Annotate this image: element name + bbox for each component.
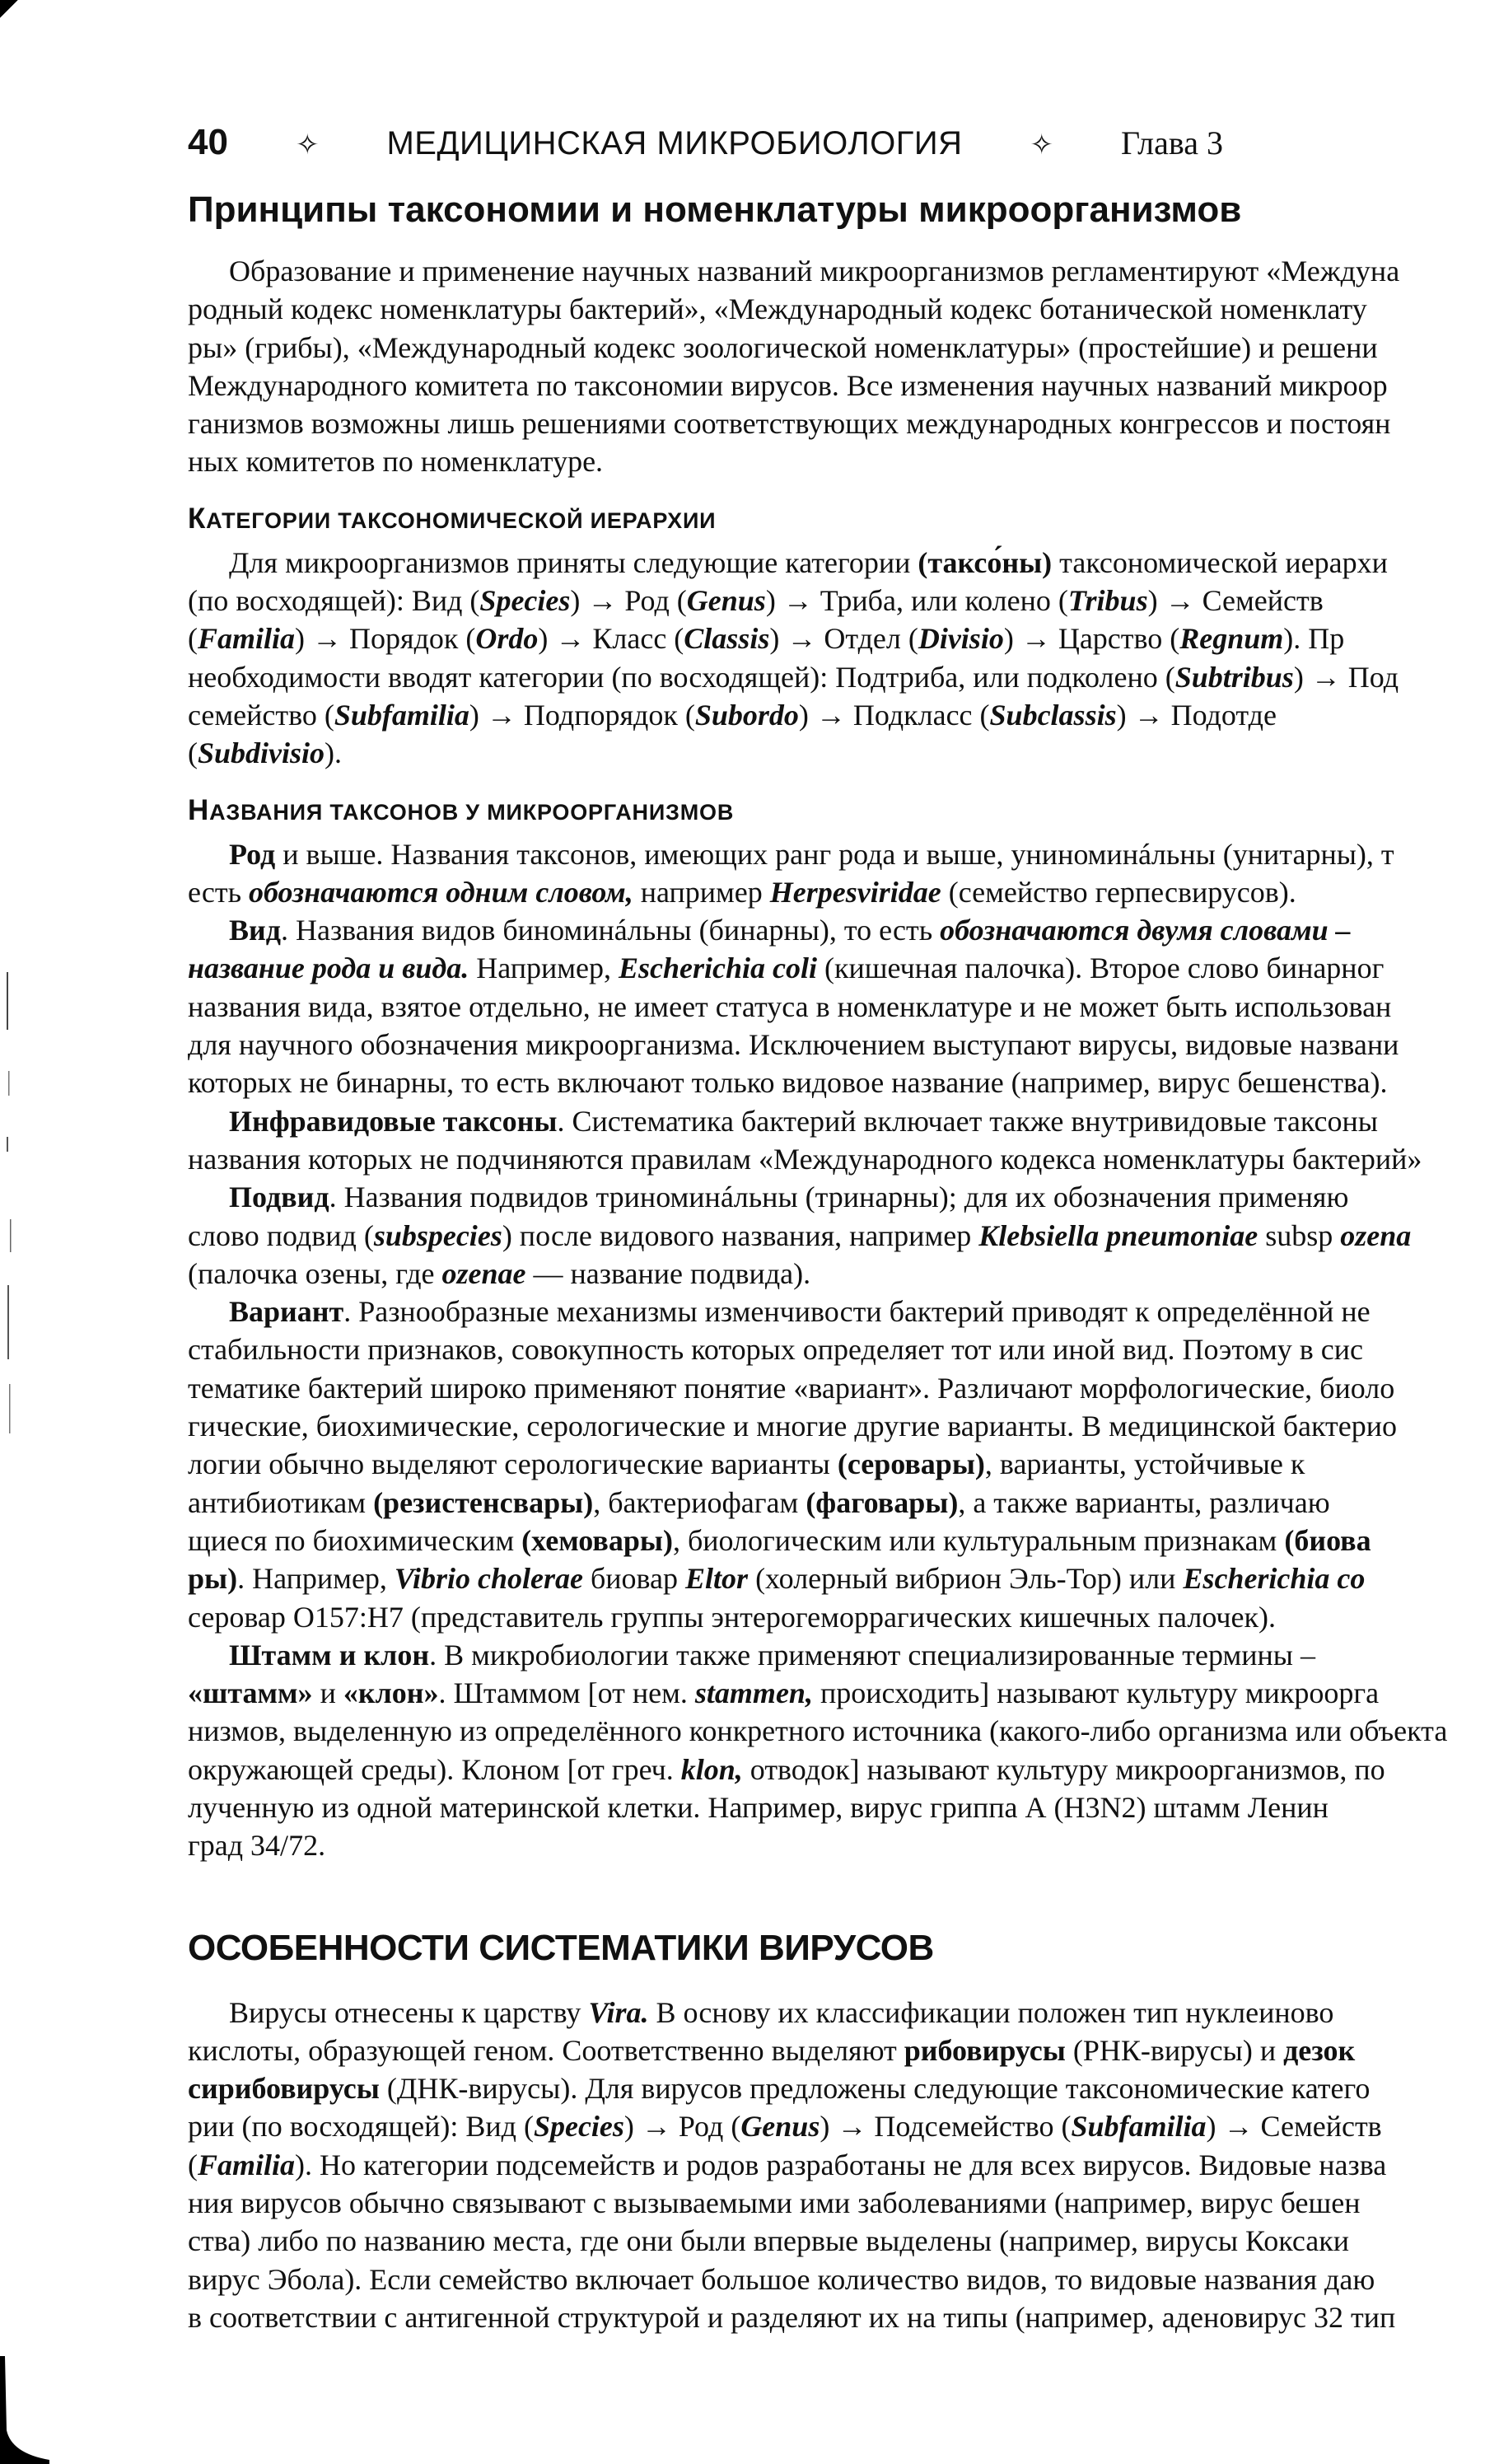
text-line: ния вирусов обычно связывают с вызываемыми ими заболеваниями (например, вирус бешен (188, 2186, 1361, 2220)
text-line: кислоты, образующей геном. Соответственно выделяют рибовирусы (РНК-вирусы) и дезок (188, 2033, 1356, 2067)
text-line: град 34/72. (188, 1829, 326, 1863)
text-line: Вариант. Разнообразные механизмы изменчивости бактерий приводят к определённой не (229, 1295, 1371, 1329)
text-line: (Subdivisio). (188, 736, 343, 770)
text-line: ганизмов возможны лишь решениями соответствующих международных конгрессов и постоян (188, 407, 1391, 441)
text-line: Род и выше. Названия таксонов, имеющих ранг рода и выше, униноминáльны (унитарны), т (229, 837, 1394, 871)
text-line: (по восходящей): Вид (Species) → Род (Genus) → Триба, или колено (Tribus) → Семейств (188, 584, 1324, 618)
scan-corner-mark (0, 0, 18, 18)
text-line: Штамм и клон. В микробиологии также применяют специализированные термины – (229, 1638, 1315, 1671)
text-line: Международного комитета по таксономии вирусов. Все изменения научных названий микроор (188, 368, 1388, 402)
text-line: окружающей среды). Клоном [от греч. klon, отводок] называют культуру микроорганизмов, по (188, 1752, 1385, 1786)
intro-paragraph (188, 252, 1485, 481)
text-line: родный кодекс номенклатуры бактерий», «Международный кодекс ботанической номенклату (188, 292, 1367, 326)
text-line: щиеся по биохимическим (хемовары), биологическим или культуральным признакам (биова (188, 1523, 1371, 1557)
text-line: в соответствии с антигенной структурой и разделяют их на типы (например, аденовирус 32 тип (188, 2300, 1396, 2334)
variant-paragraph (188, 1293, 1485, 1636)
text-line: (палочка озены, где ozenae — название подвида). (188, 1256, 811, 1290)
subsection-heading: НАЗВАНИЯ ТАКСОНОВ У МИКРООРГАНИЗМОВ (188, 793, 735, 826)
text-line: Инфравидовые таксоны. Систематика бактерий включает также внутривидовые таксоны (229, 1104, 1378, 1138)
diamond-icon: ✧ (1030, 129, 1053, 161)
running-head (188, 122, 1223, 168)
strain-paragraph (188, 1636, 1485, 1865)
text-line: семейство (Subfamilia) → Подпорядок (Subordo) → Подкласс (Subclassis) → Подотде (188, 698, 1277, 732)
genus-paragraph (188, 835, 1485, 912)
text-line: гические, биохимические, серологические и многие другие варианты. В медицинской бактерио (188, 1410, 1398, 1443)
viruses-paragraph (188, 1994, 1485, 2337)
text-line: слово подвид (subspecies) после видового названия, например Klebsiella pneumoniae subsp ozena (188, 1218, 1412, 1252)
page-number: 40 (188, 122, 228, 162)
text-line: которых не бинарны, то есть включают только видовое название (например, вирус бешенства). (188, 1066, 1388, 1100)
text-line: «штамм» и «клон». Штаммом [от нем. stammen, происходить] называют культуру микроорга (188, 1676, 1380, 1710)
subsection-heading: КАТЕГОРИИ ТАКСОНОМИЧЕСКОЙ ИЕРАРХИИ (188, 502, 717, 535)
text-line: (Familia) → Порядок (Ordo) → Класс (Classis) → Отдел (Divisio) → Царство (Regnum). Пр (188, 622, 1345, 656)
text-line: ры» (грибы), «Международный кодекс зоологической номенклатуры» (простейшие) и решени (188, 330, 1378, 364)
margin-scan-specks (0, 972, 16, 1483)
text-line: Вид. Названия видов биноминáльны (бинарны), то есть обозначаются двумя словами – (229, 914, 1351, 947)
text-line: ства) либо по названию места, где они были впервые выделены (например, вирусы Коксаки (188, 2224, 1349, 2258)
text-line: Подвид. Названия подвидов триноминáльны (тринарны); для их обозначения применяю (229, 1181, 1349, 1214)
text-line: название рода и вида. Например, Escherichia coli (кишечная палочка). Второе слово бинарног (188, 951, 1385, 985)
book-title: МЕДИЦИНСКАЯ МИКРОБИОЛОГИЯ (386, 125, 963, 161)
text-line: логии обычно выделяют серологические варианты (серовары), варианты, устойчивые к (188, 1447, 1305, 1481)
text-line: ры). Например, Vibrio cholerae биовар Eltor (холерный вибрион Эль-Тор) или Escherichia co (188, 1562, 1366, 1596)
text-line: (Familia). Но категории подсемейств и родов разработаны не для всех вирусов. Видовые назва (188, 2148, 1387, 2181)
text-line: Для микроорганизмов приняты следующие категории (таксо́ны) таксономической иерархи (229, 545, 1388, 579)
categories-paragraph (188, 544, 1485, 773)
text-line: низмов, выделенную из определённого конкретного источника (какого-либо организма или объекта (188, 1714, 1448, 1748)
text-line: Вирусы отнесены к царству Vira. В основу их классификации положен тип нуклеиново (229, 1995, 1334, 2029)
text-line: есть обозначаются одним словом, например Herpesviridae (семейство герпесвирусов). (188, 875, 1296, 909)
text-line: ных комитетов по номенклатуре. (188, 445, 604, 479)
text-line: стабильности признаков, совокупность которых определяет тот или иной вид. Поэтому в сис (188, 1333, 1363, 1367)
section-title: Принципы таксономии и номенклатуры микроорганизмов (188, 189, 1242, 230)
text-line: лученную из одной материнской клетки. Например, вирус гриппа А (H3N2) штамм Ленин (188, 1790, 1329, 1824)
chapter-label: Глава 3 (1121, 124, 1223, 161)
diamond-icon: ✧ (295, 129, 320, 161)
text-line: антибиотикам (резистенсвары), бактериофагам (фаговары), а также варианты, различаю (188, 1485, 1330, 1519)
text-line: тематике бактерий широко применяют понятие «вариант». Различают морфологические, биоло (188, 1371, 1395, 1405)
text-line: сирибовирусы (ДНК-вирусы). Для вирусов предложены следующие таксономические катего (188, 2072, 1371, 2106)
infraspecific-paragraph (188, 1102, 1485, 1179)
text-line: рии (по восходящей): Вид (Species) → Род (Genus) → Подсемейство (Subfamilia) → Семейств (188, 2110, 1382, 2144)
page-body (188, 189, 1485, 2336)
text-line: Образование и применение научных названий микроорганизмов регламентируют «Междуна (229, 255, 1400, 288)
text-line: необходимости вводят категории (по восходящей): Подтриба, или подколено (Subtribus) → Под (188, 660, 1399, 694)
text-line: названия вида, взятое отдельно, не имеет статуса в номенклатуре и не может быть использован (188, 989, 1392, 1023)
subspecies-paragraph (188, 1178, 1485, 1293)
text-line: вирус Эбола). Если семейство включает большое количество видов, то видовые названия даю (188, 2262, 1375, 2296)
species-paragraph (188, 911, 1485, 1101)
text-line: названия которых не подчиняются правилам «Международного кодекса номенклатуры бактерий» (188, 1142, 1422, 1176)
scan-edge-shadow (0, 2356, 49, 2464)
text-line: для научного обозначения микроорганизма. Исключением выступают вирусы, видовые названи (188, 1028, 1399, 1062)
section-title: ОСОБЕННОСТИ СИСТЕМАТИКИ ВИРУСОВ (188, 1927, 934, 1968)
text-line: серовар O157:H7 (представитель группы энтерогеморрагических кишечных палочек). (188, 1600, 1276, 1634)
